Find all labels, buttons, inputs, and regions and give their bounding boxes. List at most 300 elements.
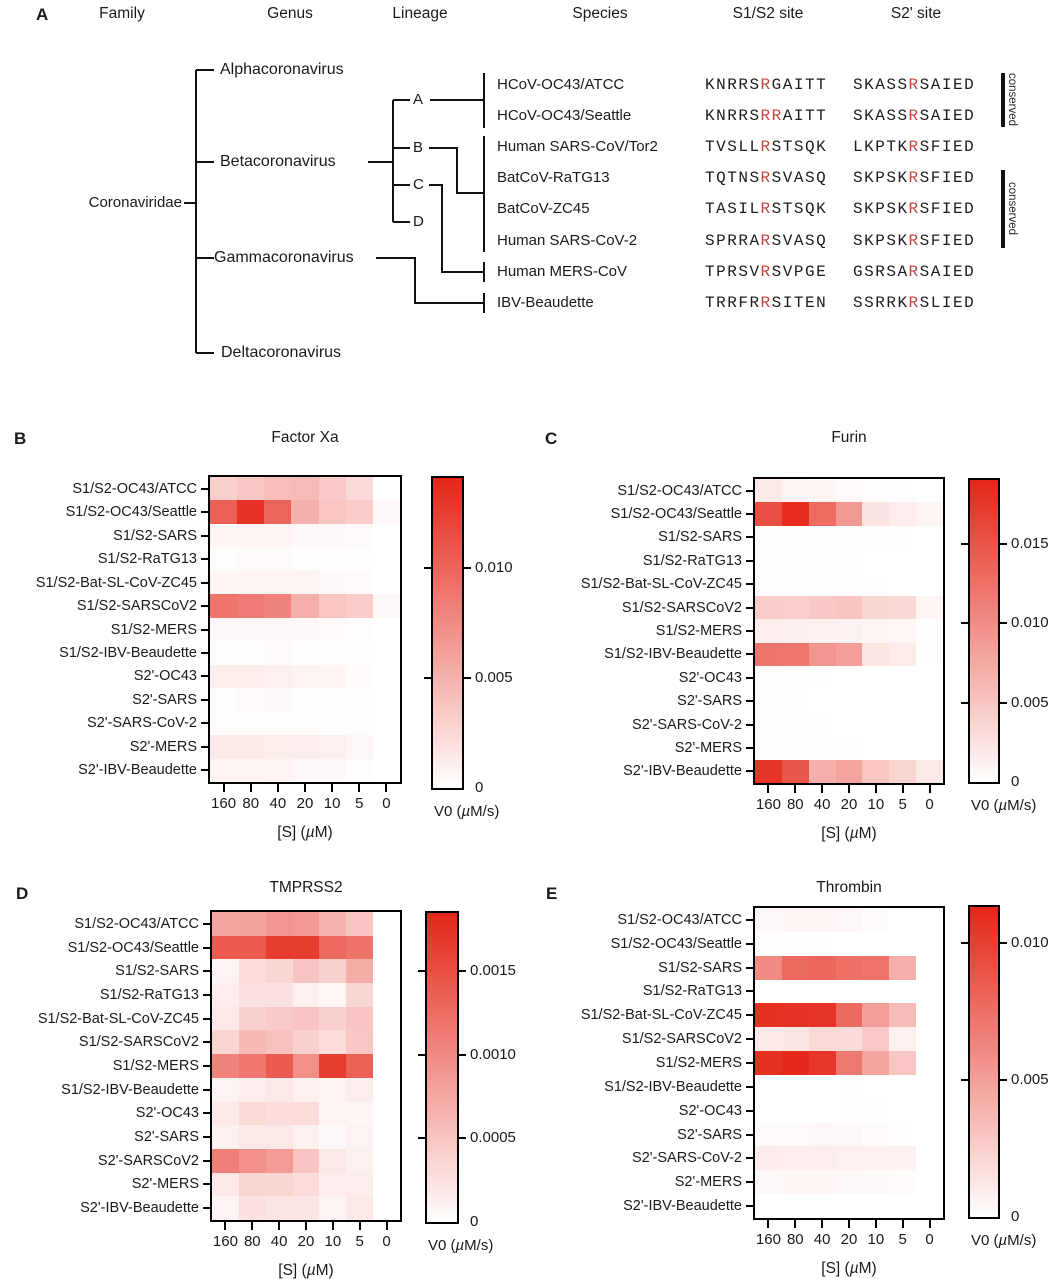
heatmap-cell (373, 1007, 400, 1031)
residue: E (952, 232, 965, 250)
residue: A (749, 232, 761, 250)
residue: R (738, 107, 750, 125)
heatmap-title-factor-xa: Factor Xa (271, 429, 339, 446)
heatmap-cell (782, 1170, 809, 1194)
residue: S (919, 294, 931, 312)
x-tick (794, 1220, 796, 1228)
heatmap-cell (319, 665, 346, 688)
heatmap-cell (264, 594, 291, 617)
colorbar-e (968, 905, 1000, 1219)
residue: R (886, 294, 898, 312)
heatmap-cell (889, 1003, 916, 1027)
residue: S (793, 138, 805, 156)
x-tick-label: 10 (323, 795, 341, 812)
y-tick (201, 582, 210, 584)
y-tick (203, 1065, 212, 1067)
heatmap-cell (319, 641, 346, 664)
residue: D (964, 232, 976, 250)
residue: S (886, 263, 898, 281)
row-label: S2'-MERS (131, 1176, 199, 1193)
row-label: S1/S2-IBV-Beaudette (604, 646, 742, 663)
residue: I (941, 138, 953, 156)
x-tick-label: 160 (755, 796, 781, 813)
residue: N (816, 294, 828, 312)
heatmap-cell (264, 571, 291, 594)
colorbar-tick-label: 0.0005 (470, 1129, 516, 1147)
heatmap-cell (755, 689, 782, 712)
residue: E (816, 263, 828, 281)
heatmap-cell (755, 502, 782, 525)
colorbar-tick-label: 0.010 (1011, 614, 1049, 632)
heatmap-cell (782, 689, 809, 712)
row-label: S1/S2-MERS (655, 623, 742, 639)
residue: S (727, 138, 739, 156)
colorbar-tick-label: 0 (1011, 773, 1020, 790)
heatmap-cell (809, 760, 836, 783)
heatmap-cell (266, 1007, 293, 1031)
heatmap-cell (809, 573, 836, 596)
colorbar-tick (464, 677, 471, 679)
heatmap-cell (212, 1149, 239, 1173)
heatmap-cell (836, 956, 863, 980)
residue: I (738, 200, 750, 218)
y-tick (203, 970, 212, 972)
colorbar-tick (1000, 543, 1007, 545)
x-tick-label: 160 (212, 1233, 238, 1250)
heatmap-cell (293, 1149, 320, 1173)
row-label: S1/S2-RaTG13 (99, 986, 199, 1003)
colorbar-label: V0 (µM/s) (971, 1232, 1037, 1249)
residue: T (793, 294, 805, 312)
y-tick (746, 536, 755, 538)
residue: T (816, 107, 828, 125)
colorbar-tick (464, 567, 471, 569)
residue-highlight: R (760, 263, 772, 281)
x-tick (305, 1222, 307, 1230)
heatmap-cell (916, 1170, 943, 1194)
y-tick (746, 700, 755, 702)
heatmap-cell (809, 479, 836, 502)
conserved-bar (1001, 170, 1005, 248)
heatmap-cell (373, 477, 400, 500)
residue: A (930, 107, 942, 125)
colorbar-tick (961, 1079, 968, 1081)
residue: S (853, 232, 865, 250)
residue: L (749, 138, 761, 156)
row-label: S1/S2-IBV-Beaudette (61, 1081, 199, 1098)
heatmap-cell (346, 759, 373, 782)
heatmap-cell (264, 759, 291, 782)
y-tick (203, 1136, 212, 1138)
x-tick (929, 785, 931, 793)
lineage-b-label: B (413, 139, 424, 156)
heatmap-cell (266, 1102, 293, 1126)
column-header-s2prime-site: S2' site (890, 5, 942, 22)
heatmap-cell (237, 594, 264, 617)
heatmap-cell (293, 1125, 320, 1149)
residue: T (804, 107, 817, 125)
colorbar-label: V0 (µM/s) (971, 797, 1037, 814)
heatmap-cell (210, 500, 237, 523)
y-tick (746, 1014, 755, 1016)
heatmap-cell (264, 547, 291, 570)
colorbar-tick-label: 0.005 (475, 669, 513, 687)
heatmap-cell (916, 689, 943, 712)
heatmap-cell (237, 712, 264, 735)
heatmap-cell (862, 713, 889, 736)
heatmap-cell (346, 983, 373, 1007)
heatmap-cell (237, 665, 264, 688)
heatmap-cell (293, 983, 320, 1007)
row-label: S2'-IBV-Beaudette (623, 763, 742, 780)
heatmap-cell (889, 736, 916, 759)
heatmap-cell (755, 596, 782, 619)
residue: T (816, 76, 828, 94)
heatmap-cell (809, 526, 836, 549)
heatmap-cell (373, 571, 400, 594)
row-label: S1/S2-Bat-SL-CoV-ZC45 (37, 1010, 199, 1027)
heatmap-cell (836, 526, 863, 549)
residue: I (941, 169, 953, 187)
residue-highlight: R (908, 76, 920, 94)
residue-highlight: R (908, 294, 920, 312)
residue: A (875, 76, 887, 94)
species-name: HCoV-OC43/Seattle (497, 107, 632, 124)
conserved-label: conserved (1006, 182, 1018, 236)
residue: L (930, 294, 942, 312)
heatmap-cell (836, 689, 863, 712)
heatmap-cell (916, 1146, 943, 1170)
heatmap-cell (836, 643, 863, 666)
heatmap-cell (862, 980, 889, 1004)
row-label: S1/S2-RaTG13 (642, 552, 742, 569)
heatmap-cell (889, 1027, 916, 1051)
heatmap-cell (809, 1099, 836, 1123)
row-label: S2'-SARS-CoV-2 (632, 1150, 742, 1167)
residue: G (853, 263, 865, 281)
heatmap-cell (319, 1054, 346, 1078)
row-label: S2'-OC43 (135, 1105, 199, 1122)
row-label: S1/S2-IBV-Beaudette (604, 1078, 742, 1095)
family-label: Coronaviridae (88, 194, 182, 211)
heatmap-cell (889, 1051, 916, 1075)
heatmap-cell (782, 526, 809, 549)
heatmap-cell (293, 1102, 320, 1126)
colorbar-tick-label: 0.0010 (470, 1045, 516, 1063)
row-label: S1/S2-SARSCoV2 (621, 1031, 742, 1048)
x-tick-label: 20 (840, 796, 858, 813)
heatmap-cell (862, 643, 889, 666)
heatmap-cell (210, 712, 237, 735)
s1s2-site-sequence (705, 75, 827, 95)
heatmap-cell (889, 980, 916, 1004)
residue: T (705, 169, 717, 187)
heatmap-cell (809, 643, 836, 666)
heatmap-cell (293, 1007, 320, 1031)
row-label: S1/S2-OC43/ATCC (72, 480, 197, 497)
heatmap-cell (291, 500, 318, 523)
heatmap-cell (266, 1054, 293, 1078)
heatmap-cell (809, 502, 836, 525)
heatmap-cell (237, 641, 264, 664)
residue: K (864, 169, 876, 187)
heatmap-cell (319, 1173, 346, 1197)
residue: F (930, 138, 942, 156)
y-tick (746, 560, 755, 562)
residue-highlight: R (760, 138, 772, 156)
residue: K (816, 138, 828, 156)
heatmap-cell (755, 932, 782, 956)
y-tick (201, 511, 210, 513)
heatmap-cell (809, 666, 836, 689)
residue: K (897, 138, 909, 156)
row-label: S1/S2-SARS (115, 963, 199, 980)
x-tick (929, 1220, 931, 1228)
heatmap-cell (862, 736, 889, 759)
heatmap-cell (239, 1149, 266, 1173)
residue: Q (804, 138, 817, 156)
residue: I (941, 200, 953, 218)
x-tick (821, 785, 823, 793)
heatmap-cell (373, 594, 400, 617)
heatmap-cell (291, 477, 318, 500)
residue: R (727, 76, 739, 94)
heatmap-cell (210, 665, 237, 688)
residue: E (952, 107, 965, 125)
x-tick-label: 5 (355, 1233, 364, 1250)
residue: I (941, 232, 953, 250)
colorbar-tick (418, 1054, 425, 1056)
x-tick (902, 785, 904, 793)
y-tick (203, 994, 212, 996)
heatmap-cell (836, 1003, 863, 1027)
residue: I (941, 263, 953, 281)
row-label: S1/S2-RaTG13 (642, 983, 742, 1000)
residue: F (930, 200, 942, 218)
heatmap-d (210, 910, 402, 1222)
heatmap-cell (293, 1054, 320, 1078)
residue: D (964, 107, 976, 125)
residue: Q (816, 232, 828, 250)
heatmap-cell (319, 1030, 346, 1054)
heatmap-cell (889, 1146, 916, 1170)
y-tick (746, 967, 755, 969)
residue: A (897, 263, 909, 281)
heatmap-cell (889, 526, 916, 549)
heatmap-cell (373, 712, 400, 735)
y-tick (746, 630, 755, 632)
row-label: S2'-SARS (132, 691, 197, 708)
heatmap-cell (755, 713, 782, 736)
heatmap-cell (346, 1054, 373, 1078)
heatmap-cell (916, 573, 943, 596)
heatmap-cell (782, 908, 809, 932)
heatmap-cell (916, 643, 943, 666)
x-tick (848, 1220, 850, 1228)
x-tick-label: 10 (324, 1233, 342, 1250)
heatmap-cell (809, 908, 836, 932)
heatmap-cell (889, 502, 916, 525)
heatmap-cell (755, 619, 782, 642)
residue-highlight: R (908, 138, 920, 156)
heatmap-cell (889, 1170, 916, 1194)
residue: I (793, 107, 805, 125)
residue: S (864, 263, 876, 281)
colorbar-tick-label: 0.005 (1011, 1070, 1049, 1088)
colorbar-tick-label: 0 (470, 1213, 479, 1230)
heatmap-cell (755, 549, 782, 572)
s1s2-site-sequence (705, 106, 827, 126)
residue-highlight: R (908, 107, 920, 125)
x-tick (332, 1222, 334, 1230)
s2prime-site-sequence (853, 262, 975, 282)
heatmap-cell (836, 549, 863, 572)
heatmap-cell (239, 912, 266, 936)
species-name: HCoV-OC43/ATCC (497, 76, 625, 93)
y-tick (201, 488, 210, 490)
residue: D (964, 76, 976, 94)
heatmap-cell (212, 959, 239, 983)
colorbar-tick (1000, 1079, 1007, 1081)
residue-highlight: R (760, 232, 772, 250)
heatmap-cell (755, 1027, 782, 1051)
heatmap-cell (782, 1003, 809, 1027)
colorbar-tick (418, 970, 425, 972)
residue: S (738, 263, 750, 281)
heatmap-cell (782, 619, 809, 642)
heatmap-cell (755, 760, 782, 783)
heatmap-cell (862, 1075, 889, 1099)
genus-betacoronavirus: Betacoronavirus (220, 153, 336, 170)
residue: K (864, 200, 876, 218)
residue: F (738, 294, 750, 312)
colorbar-tick (459, 1137, 466, 1139)
colorbar-label: V0 (µM/s) (434, 803, 500, 820)
heatmap-cell (212, 1007, 239, 1031)
s2prime-site-sequence (853, 168, 975, 188)
x-tick-label: 10 (867, 1231, 885, 1248)
heatmap-cell (755, 736, 782, 759)
residue: E (804, 294, 817, 312)
heatmap-cell (916, 956, 943, 980)
heatmap-cell (889, 1194, 916, 1218)
heatmap-cell (862, 956, 889, 980)
residue: D (964, 200, 976, 218)
heatmap-cell (264, 735, 291, 758)
species-name: BatCoV-RaTG13 (497, 169, 610, 186)
x-tick-label: 5 (898, 1231, 907, 1248)
residue: N (738, 169, 750, 187)
lineage-d-label: D (413, 213, 424, 230)
heatmap-cell (346, 1173, 373, 1197)
heatmap-cell (346, 547, 373, 570)
heatmap-cell (293, 912, 320, 936)
heatmap-cell (212, 1125, 239, 1149)
heatmap-cell (210, 641, 237, 664)
heatmap-cell (319, 735, 346, 758)
row-label: S1/S2-MERS (655, 1055, 742, 1071)
x-tick-label: 80 (243, 1233, 261, 1250)
heatmap-cell (346, 524, 373, 547)
heatmap-cell (862, 1003, 889, 1027)
heatmap-cell (291, 735, 318, 758)
heatmap-cell (916, 932, 943, 956)
heatmap-cell (836, 502, 863, 525)
residue: D (964, 263, 976, 281)
residue: S (804, 169, 817, 187)
residue: A (793, 232, 805, 250)
row-label: S2'-SARS-CoV-2 (632, 716, 742, 733)
colorbar-tick (418, 1137, 425, 1139)
colorbar-tick-label: 0.010 (475, 559, 513, 577)
heatmap-cell (836, 1075, 863, 1099)
residue: S (886, 76, 898, 94)
heatmap-cell (809, 713, 836, 736)
x-tick-label: 80 (242, 795, 260, 812)
x-tick (385, 784, 387, 792)
y-tick (201, 558, 210, 560)
heatmap-cell (319, 688, 346, 711)
heatmap-cell (293, 1078, 320, 1102)
heatmap-cell (916, 1194, 943, 1218)
heatmap-cell (346, 1125, 373, 1149)
residue: F (930, 232, 942, 250)
residue: K (864, 138, 876, 156)
heatmap-cell (373, 759, 400, 782)
heatmap-cell (210, 547, 237, 570)
residue: I (941, 294, 953, 312)
heatmap-cell (237, 547, 264, 570)
heatmap-cell (889, 908, 916, 932)
heatmap-cell (239, 1102, 266, 1126)
heatmap-cell (862, 666, 889, 689)
heatmap-cell (346, 641, 373, 664)
y-tick (201, 652, 210, 654)
residue: K (897, 294, 909, 312)
heatmap-cell (319, 1149, 346, 1173)
residue-highlight: R (908, 263, 920, 281)
row-label: S2'-SARS (677, 693, 742, 710)
column-header-genus: Genus (267, 5, 313, 22)
heatmap-cell (836, 479, 863, 502)
x-tick-label: 40 (270, 1233, 288, 1250)
colorbar-b (431, 476, 464, 790)
y-tick (746, 724, 755, 726)
heatmap-cell (782, 1051, 809, 1075)
heatmap-cell (862, 760, 889, 783)
residue: N (716, 107, 728, 125)
heatmap-cell (809, 1170, 836, 1194)
heatmap-cell (266, 1125, 293, 1149)
heatmap-cell (319, 1125, 346, 1149)
heatmap-cell (210, 571, 237, 594)
heatmap-cell (889, 689, 916, 712)
heatmap-cell (916, 736, 943, 759)
residue: E (952, 169, 965, 187)
residue: V (782, 169, 794, 187)
heatmap-cell (291, 571, 318, 594)
heatmap-cell (319, 1078, 346, 1102)
residue: S (853, 107, 865, 125)
x-axis-label: [S] (µM) (821, 825, 877, 842)
heatmap-cell (239, 959, 266, 983)
residue: S (919, 263, 931, 281)
heatmap-cell (782, 1194, 809, 1218)
heatmap-cell (291, 665, 318, 688)
row-label: S2'-MERS (674, 1174, 742, 1191)
x-axis-label: [S] (µM) (277, 824, 333, 841)
heatmap-cell (916, 1123, 943, 1147)
